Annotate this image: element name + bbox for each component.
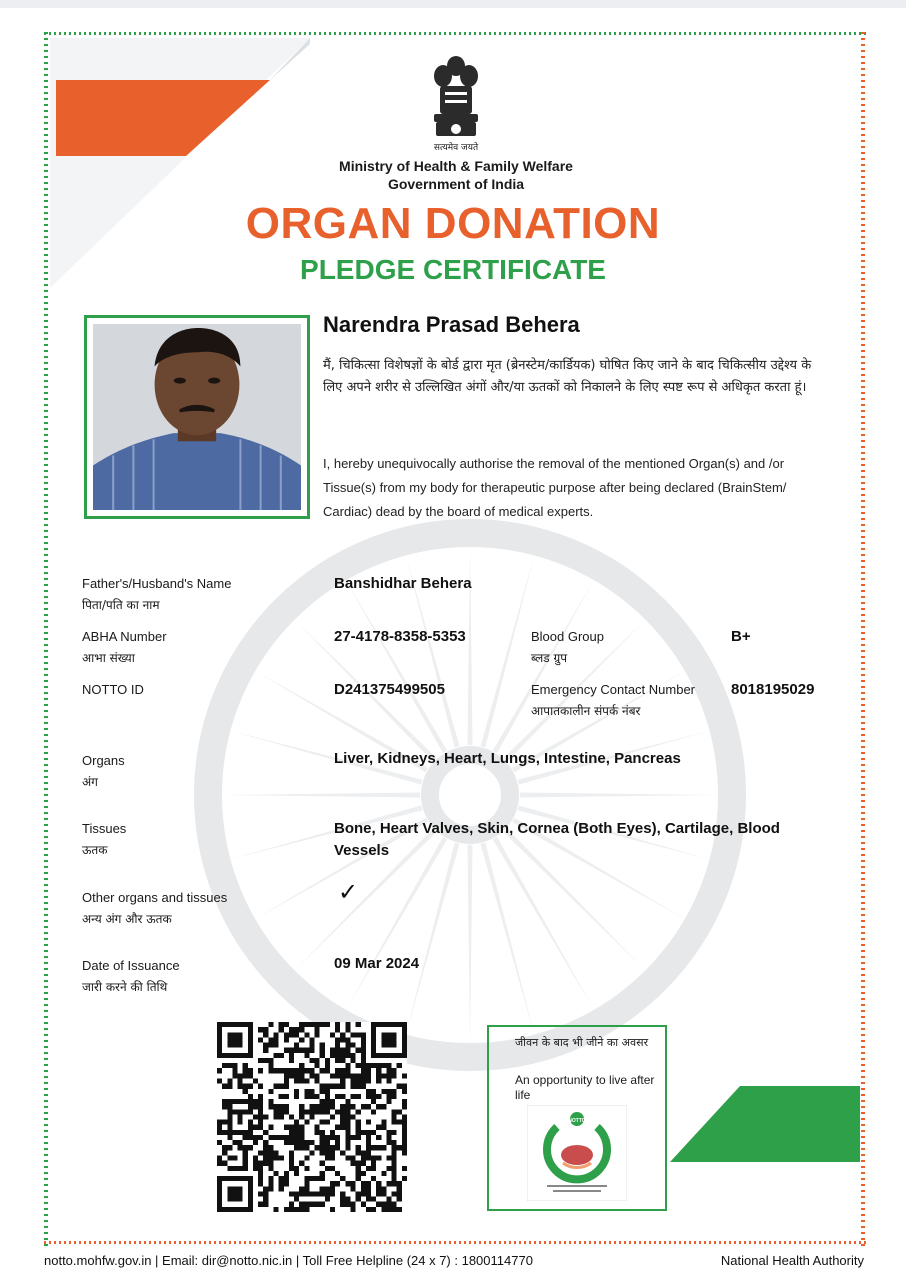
other-organs-label-hi: अन्य अंग और ऊतक bbox=[82, 912, 172, 926]
notto-id-label-en: NOTTO ID bbox=[82, 682, 144, 697]
border-right bbox=[861, 32, 866, 1246]
wheel-spoke bbox=[222, 793, 420, 798]
footer-contact: notto.mohfw.gov.in | Email: dir@notto.nic.in | Toll Free Helpline (24 x 7) : 1800114770 bbox=[44, 1253, 533, 1268]
ministry-line-1: Ministry of Health & Family Welfare bbox=[339, 158, 573, 174]
tissues-label-en: Tissues bbox=[82, 821, 127, 836]
abha-label-hi: आभा संख्या bbox=[82, 651, 135, 665]
tissues-value: Bone, Heart Valves, Skin, Cornea (Both Eyes), Cartilage, Blood Vessels bbox=[334, 820, 780, 859]
certificate-subtitle: PLEDGE CERTIFICATE bbox=[300, 254, 606, 285]
checkmark-icon: ✓ bbox=[338, 879, 359, 906]
tagline-english: An opportunity to live after life bbox=[515, 1073, 655, 1102]
donor-photo bbox=[93, 324, 301, 510]
wheel-spoke bbox=[406, 843, 460, 1035]
wheel-spoke bbox=[520, 793, 718, 798]
ministry-line-2: Government of India bbox=[387, 176, 525, 192]
border-top bbox=[44, 32, 866, 37]
abha-value: 27-4178-8358-5353 bbox=[334, 628, 466, 645]
blood-group-label-hi: ब्लड ग्रुप bbox=[531, 651, 568, 665]
top-strip bbox=[0, 0, 906, 8]
wheel-spoke bbox=[481, 843, 535, 1035]
blood-group-label bbox=[531, 629, 604, 666]
ministry-name bbox=[300, 157, 612, 193]
father-name-value: Banshidhar Behera bbox=[334, 575, 472, 592]
notto-logo-text: NOTTO bbox=[568, 1118, 586, 1124]
issuance-date-label-en: Date of Issuance bbox=[82, 958, 180, 973]
border-bottom bbox=[44, 1241, 866, 1246]
issuance-date-label bbox=[82, 958, 180, 995]
blood-group-label-en: Blood Group bbox=[531, 629, 604, 644]
issuance-date-value: 09 Mar 2024 bbox=[334, 955, 420, 972]
wheel-spoke bbox=[468, 845, 473, 1043]
pledge-text-hindi: मैं, चिकित्सा विशेषज्ञों के बोर्ड द्वारा मृत (ब्रेनस्टेम/कार्डियक) घोषित किए जाने के बाद चिकित्सीय उद्देश्य के लिए अपने शरीर से उल्लिखित अंगों और/या ऊतकों को निकालने के लिए स्पष्ट रूप से अधिकृत करता हूं। bbox=[323, 358, 812, 395]
father-name-label bbox=[82, 576, 231, 613]
tagline-hindi: जीवन के बाद भी जीने का अवसर bbox=[515, 1036, 649, 1049]
emergency-contact-label bbox=[531, 682, 695, 719]
organs-value: Liver, Kidneys, Heart, Lungs, Intestine, Pancreas bbox=[334, 750, 681, 767]
ashoka-chakra-watermark bbox=[190, 515, 750, 1075]
border-left bbox=[44, 32, 49, 1246]
qr-code bbox=[217, 1022, 407, 1212]
emergency-contact-label-hi: आपातकालीन संपर्क नंबर bbox=[531, 704, 641, 718]
organs-label bbox=[82, 753, 125, 790]
organs-label-en: Organs bbox=[82, 753, 125, 768]
emergency-contact-label-en: Emergency Contact Number bbox=[531, 682, 696, 697]
wheel-spoke bbox=[481, 556, 535, 748]
abha-label-en: ABHA Number bbox=[82, 629, 167, 644]
notto-logo bbox=[527, 1105, 627, 1201]
emblem-motto: सत्यमेव जयते bbox=[433, 143, 479, 153]
other-organs-label bbox=[82, 890, 227, 927]
footer-authority: National Health Authority bbox=[720, 1253, 864, 1268]
wheel-spoke bbox=[493, 837, 594, 1010]
notto-id-value: D241375499505 bbox=[334, 681, 445, 698]
national-emblem bbox=[428, 52, 484, 152]
donor-name: Narendra Prasad Behera bbox=[323, 312, 580, 337]
father-name-label-en: Father's/Husband's Name bbox=[82, 576, 232, 591]
pledge-text-english: I, hereby unequivocally authorise the removal of the mentioned Organ(s) and /or Tissue(s) from my body for therapeutic purpose after being declared (BrainStem/ Cardiac) dead by the board of medical experts. bbox=[323, 456, 787, 519]
wheel-spoke bbox=[346, 580, 447, 753]
certificate-title: ORGAN DONATION bbox=[245, 199, 661, 248]
donor-photo-frame bbox=[84, 315, 310, 519]
blood-group-value: B+ bbox=[731, 628, 751, 645]
tissues-label-hi: ऊतक bbox=[82, 843, 108, 857]
organs-label-hi: अंग bbox=[82, 775, 98, 789]
tissues-label bbox=[82, 821, 126, 858]
other-organs-label-en: Other organs and tissues bbox=[82, 890, 228, 905]
notto-id-label bbox=[82, 682, 144, 697]
notto-tagline-box bbox=[487, 1025, 667, 1211]
abha-label bbox=[82, 629, 167, 666]
wheel-spoke bbox=[346, 837, 447, 1010]
father-name-label-hi: पिता/पति का नाम bbox=[82, 598, 160, 612]
emergency-contact-value: 8018195029 bbox=[731, 681, 815, 698]
wheel-spoke bbox=[493, 580, 594, 753]
issuance-date-label-hi: जारी करने की तिथि bbox=[82, 980, 168, 994]
